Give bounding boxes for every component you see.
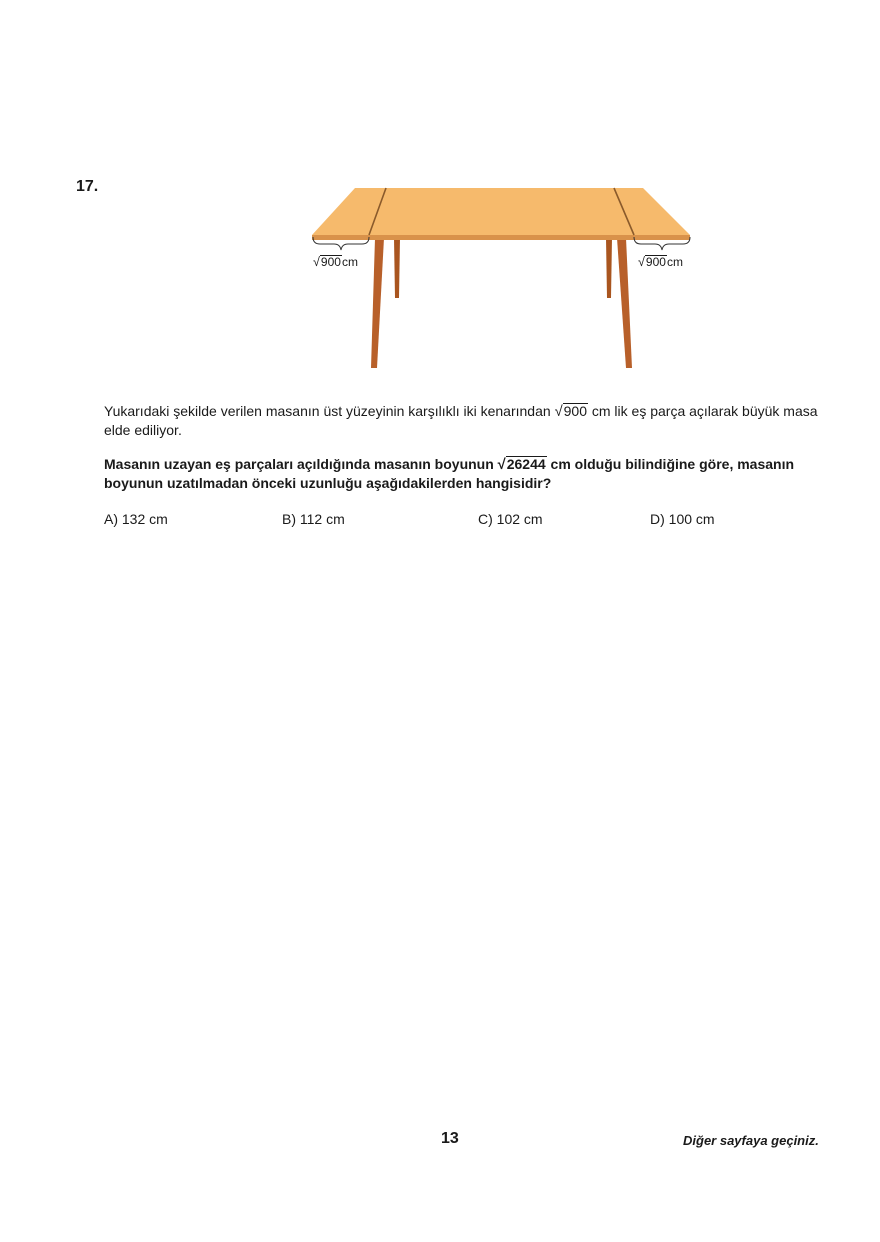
option-c[interactable]: C) 102 cm: [478, 511, 543, 527]
table-leg-back-right: [606, 238, 612, 298]
table-leg-front-left: [371, 238, 384, 368]
table-leg-back-left: [394, 238, 400, 298]
left-leaf-length-label: √900cm: [313, 255, 358, 269]
option-b[interactable]: B) 112 cm: [282, 511, 345, 527]
next-page-note: Diğer sayfaya geçiniz.: [683, 1133, 819, 1148]
option-a[interactable]: A) 132 cm: [104, 511, 168, 527]
question-prompt: Masanın uzayan eş parçaları açıldığında masanın boyunun √26244 cm olduğu bilindiğine göre, masanın boyunun uzatılmadan önceki uzunluğu aşağıdakilerden hangisidir?: [104, 456, 795, 491]
table-figure: [300, 180, 700, 375]
question-intro: Yukarıdaki şekilde verilen masanın üst yüzeyinin karşılıklı iki kenarından √900 cm lik eş parça açılarak büyük masa elde ediliyor.: [104, 403, 818, 438]
right-leaf-length-label: √900cm: [638, 255, 683, 269]
table-leg-front-right: [617, 238, 632, 368]
table-illustration: [300, 180, 700, 375]
page-number: 13: [441, 1130, 459, 1147]
table-top-surface: [312, 188, 690, 235]
option-d[interactable]: D) 100 cm: [650, 511, 715, 527]
question-number: 17.: [76, 178, 99, 195]
